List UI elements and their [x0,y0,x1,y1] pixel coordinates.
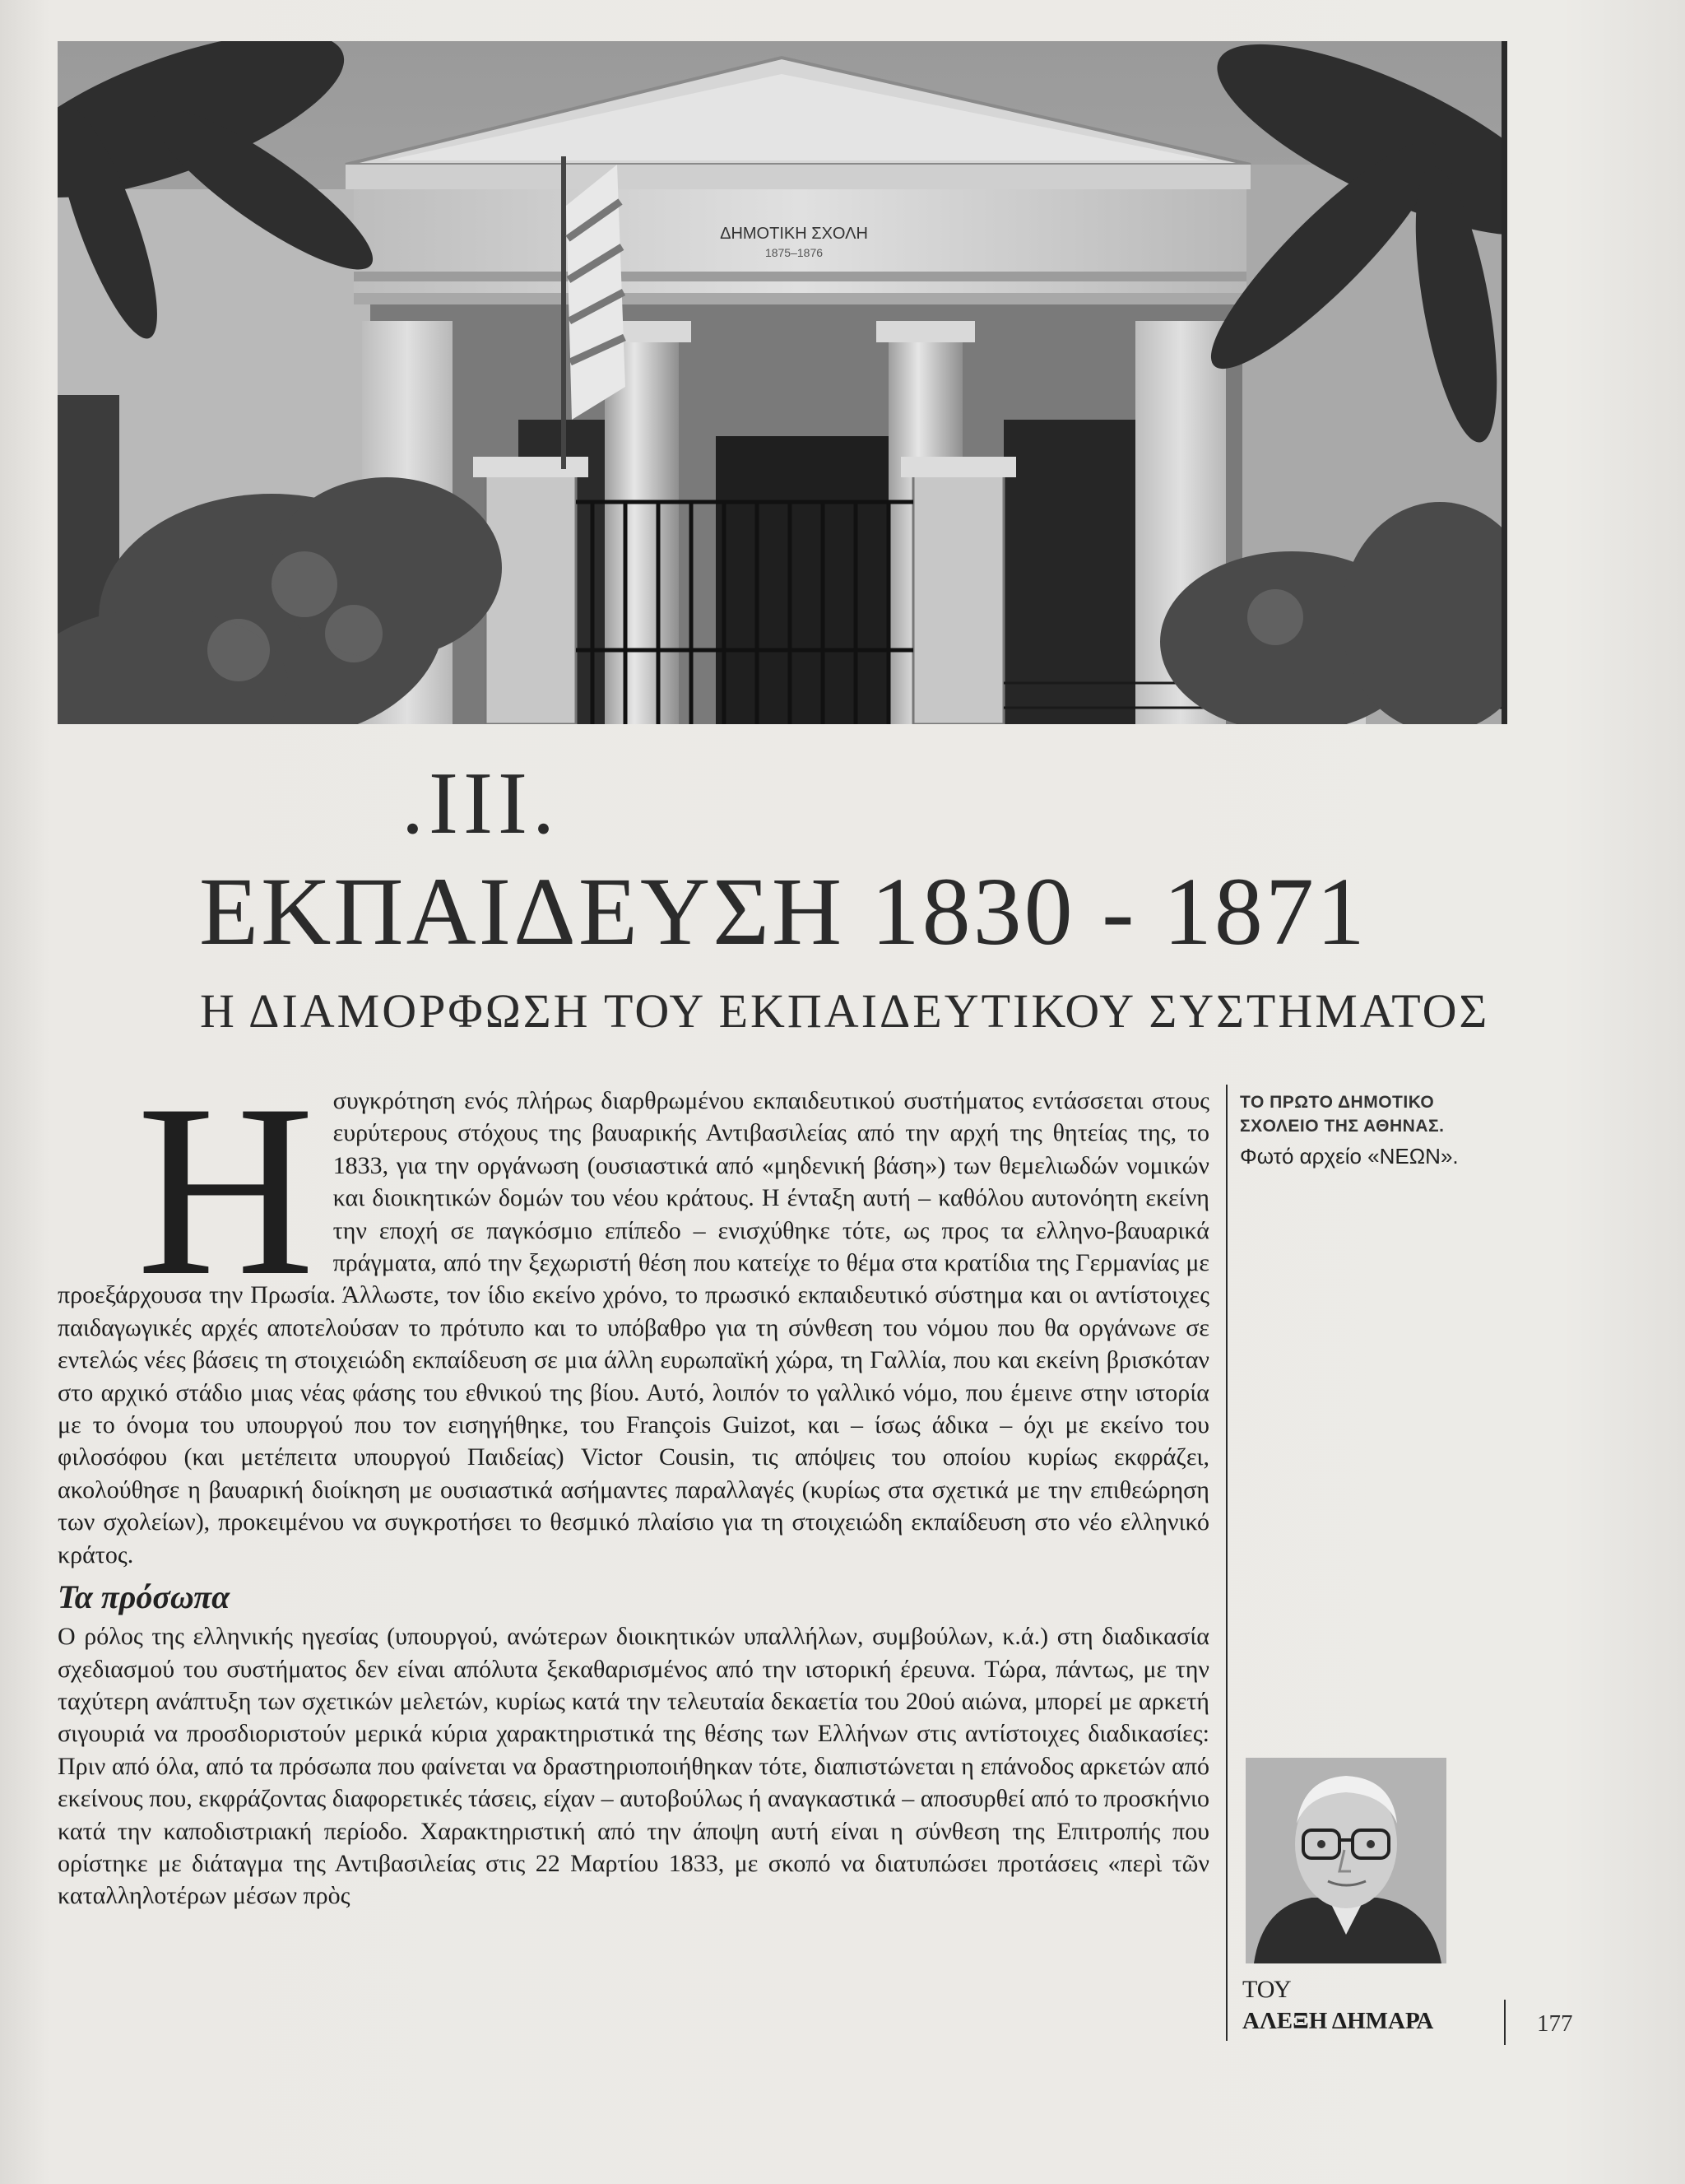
author-portrait [1246,1758,1446,1963]
page-number: 177 [1537,2010,1573,2037]
sign-line2: 1875–1876 [764,246,824,259]
chapter-title: ΕΚΠΑΙΔΕΥΣΗ 1830 - 1871 [199,857,1367,965]
author-photo-image [1246,1758,1446,1963]
photo-edge-rule [1502,41,1507,724]
chapter-subtitle: Η ΔΙΑΜΟΡΦΩΣΗ ΤΟΥ ΕΚΠΑΙΔΕΥΤΙΚΟΥ ΣΥΣΤΗΜΑΤΟΣ [200,984,1490,1038]
column-divider [1226,1085,1228,2041]
chapter-number: .III. [402,755,559,853]
school-building-image [58,41,1502,724]
article-body [58,1053,1209,1912]
caption-title: ΤΟ ΠΡΩΤΟ ΔΗΜΟΤΙΚΟ ΣΧΟΛΕΙΟ ΤΗΣ ΑΘΗΝΑΣ. [1240,1093,1445,1136]
author-credit [1242,1975,1506,2038]
school-photo [58,41,1502,724]
drop-cap: Η [137,1053,315,1327]
author-name: ΑΛΕΞΗ ΔΗΜΑΡΑ [1242,2008,1434,2034]
author-prefix: ΤΟΥ [1242,1976,1292,2003]
paragraph-persons: Ο ρόλος της ελληνικής ηγεσίας (υπουργού, ανώτερων διοικητικών υπαλλήλων, συμβούλων, κ.ά.) στη διαδικασία σχεδιασμού του συστήματος δεν είναι απόλυτα ξεκαθαρισμένος από την ιστορική έρευνα. Τώρα, πάντως, με την ταχύτερη ανάπτυξη των σχετικών μελετών, κυρίως κατά την τελευταία δεκαετία του 20ού αιώνα, μπορεί με αρκετή σιγουριά να προσδιοριστούν μερικά κύρια χαρακτηριστικά της θέσης των Ελλήνων στις αντίστοιχες διαδικασίες: Πριν από όλα, από τα πρόσωπα που φαίνεται να δραστηριοποιήθηκαν τότε, διαπιστώνεται η επάνοδος αρκετών από εκείνους που, εκφράζοντας διαφορετικές τάσεις, είχαν – αυτοβούλως ή αναγκαστικά – αποσυρθεί από το προσκήνιο κατά την καποδιστριακή περίοδο. Χαρακτηριστική από την άποψη αυτή είναι η σύνθεση της Επιτροπής που ορίστηκε με διάταγμα της Αντιβασιλείας στις 22 Μαρτίου 1833, με σκοπό να διατυπώσει προτάσεις «περὶ τῶν καταλληλοτέρων μέσων πρὸς [58,1623,1209,1910]
photo-caption [1240,1090,1503,1173]
section-heading: Τα πρόσωπα [58,1578,230,1616]
sign-line1: ΔΗΜΟΤΙΚΗ ΣΧΟΛΗ [720,225,868,243]
caption-credit: Φωτό αρχείο «ΝΕΩΝ». [1240,1144,1459,1169]
paragraph-intro: συγκρότηση ενός πλήρως διαρθρωμένου εκπαιδευτικού συστήματος εντάσσεται στους ευρύτερους στόχους της βαυαρικής Αντιβασιλείας από την αρχή της θητείας της, το 1833, για την οργάνωση (ουσιαστικά από «μηδενική βάση») των θεμελιωδών νομικών και διοικητικών δομών του νέου κράτους. Η ένταξη αυτή – καθόλου αυτονόητη εκείνη την εποχή σε παγκόσμιο επίπεδο – ενισχύθηκε τότε, ως προς τα ελληνο-βαυαρικά πράγματα, από την ξεχωριστή θέση που κατείχε το θέμα στα κρατίδια της Γερμανίας με προεξάρχουσα την Πρωσία. Άλλωστε, τον ίδιο εκείνο χρόνο, το πρωσικό εκπαιδευτικό σύστημα και οι αντίστοιχες παιδαγωγικές αρχές αποτελούσαν το πρότυπο και το υπόβαθρο για τη σύνθεση του νόμου που θα οργάνωνε σε εντελώς νέες βάσεις τη στοιχειώδη εκπαίδευση σε μια άλλη ευρωπαϊκή χώρα, τη Γαλλία, που και εκείνη βρισκόταν στο αρχικό στάδιο μιας νέας φάσης του εθνικού της βίου. Αυτό, λοιπόν το γαλλικό νόμο, που έμεινε στην ιστορία με το όνομα του υπουργού που τον εισηγήθηκε, του François Guizot, και – ίσως άδικα – όχι με εκείνο του φιλοσόφου (και μετέπειτα υπουργού Παιδείας) Victor Cousin, τις απόψεις του οποίου κυρίως εκφράζει, ακολούθησε η βαυαρική διοίκηση με ουσιαστικά ασήμαντες παραλλαγές (κυρίως στα σχετικά με την επιθεώρηση των σχολείων), προκειμένου να συγκροτήσει το θεσμικό πλαίσιο για τη στοιχειώδη εκπαίδευση στο νέο ελληνικό κράτος. [58,1087,1209,1568]
